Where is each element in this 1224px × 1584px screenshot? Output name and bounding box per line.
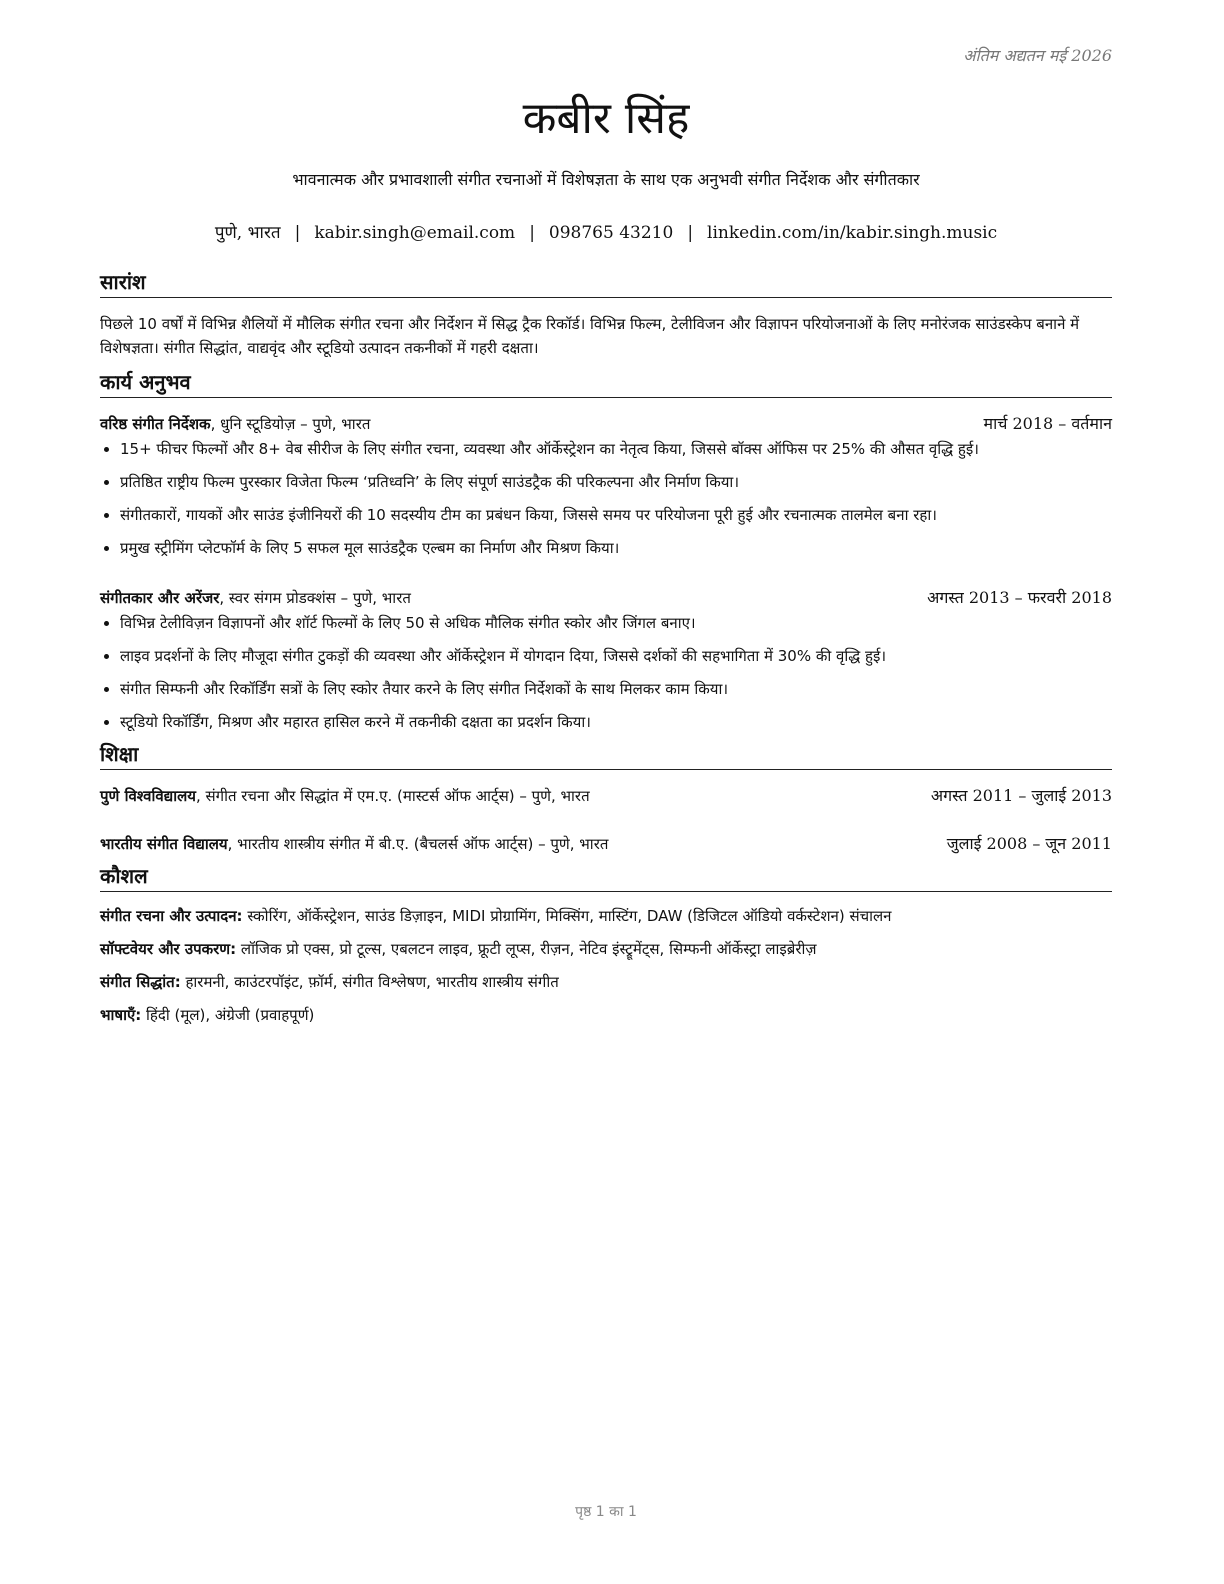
job-bullet: • 15+ फीचर फिल्मों और 8+ वेब सीरीज के लिए संगीत रचना, व्यवस्था और ऑर्केस्ट्रेशन का नेतृत्व किया, जिससे बॉक्स ऑफिस पर 25% की औसत वृद्धि हुई। bbox=[120, 438, 1112, 461]
job-bullet: • प्रमुख स्ट्रीमिंग प्लेटफॉर्म के लिए 5 सफल मूल साउंडट्रैक एल्बम का निर्माण और मिश्रण किया। bbox=[120, 537, 1112, 560]
job-header bbox=[100, 412, 1112, 434]
skill-label: संगीत रचना और उत्पादन: bbox=[100, 907, 243, 925]
skill-line bbox=[100, 966, 1112, 999]
candidate-name: कबीर सिंह bbox=[522, 93, 690, 144]
skills-list bbox=[100, 900, 1112, 1032]
job-dates: मार्च 2018 – वर्तमान bbox=[983, 414, 1112, 433]
contact-phone: 098765 43210 bbox=[548, 223, 674, 243]
contact-email[interactable]: kabir.singh@email.com bbox=[314, 223, 516, 243]
skill-line bbox=[100, 900, 1112, 933]
job-dates: अगस्त 2013 – फरवरी 2018 bbox=[927, 588, 1112, 607]
job-bullet: • स्टूडियो रिकॉर्डिंग, मिश्रण और महारत हासिल करने में तकनीकी दक्षता का प्रदर्शन किया। bbox=[120, 711, 1112, 734]
education-school: पुणे विश्वविद्यालय bbox=[100, 787, 196, 805]
contact-line bbox=[100, 220, 1112, 243]
page-number: पृष्ठ 1 का 1 bbox=[575, 1504, 637, 1520]
contact-linkedin[interactable]: linkedin.com/in/kabir.singh.music bbox=[707, 223, 998, 243]
skill-value: हिंदी (मूल), अंग्रेजी (प्रवाहपूर्ण) bbox=[141, 1006, 315, 1024]
skill-line bbox=[100, 999, 1112, 1032]
resume-page bbox=[100, 0, 1112, 1584]
resume-content bbox=[100, 268, 1112, 1032]
job-bullet: • विभिन्न टेलीविज़न विज्ञापनों और शॉर्ट फिल्मों के लिए 50 से अधिक मौलिक संगीत स्कोर और जिंगल बनाए। bbox=[120, 612, 1112, 635]
job-bullets bbox=[100, 438, 1112, 560]
contact-location: पुणे, भारत bbox=[214, 223, 281, 243]
job-organization: , स्वर संगम प्रोडक्शंस – पुणे, भारत bbox=[219, 589, 411, 607]
job-title: संगीतकार और अरेंजर bbox=[100, 589, 220, 607]
job-entry bbox=[100, 586, 1112, 734]
skill-label: संगीत सिद्धांत: bbox=[100, 973, 181, 991]
job-entry bbox=[100, 412, 1112, 560]
skill-label: सॉफ्टवेयर और उपकरण: bbox=[100, 940, 237, 958]
education-entry bbox=[100, 784, 1112, 806]
job-title: वरिष्ठ संगीत निर्देशक bbox=[100, 415, 211, 433]
section-heading-experience: कार्य अनुभव bbox=[100, 368, 1112, 398]
job-bullet: • संगीत सिम्फनी और रिकॉर्डिंग सत्रों के लिए स्कोर तैयार करने के लिए संगीत निर्देशकों के साथ मिलकर काम किया। bbox=[120, 678, 1112, 701]
contact-separator: | bbox=[687, 223, 694, 243]
education-dates: जुलाई 2008 – जून 2011 bbox=[946, 834, 1112, 853]
contact-separator: | bbox=[294, 223, 301, 243]
section-heading-summary: सारांश bbox=[100, 268, 1112, 298]
contact-separator: | bbox=[529, 223, 535, 243]
skill-value: स्कोरिंग, ऑर्केस्ट्रेशन, साउंड डिज़ाइन, MIDI प्रोग्रामिंग, मिक्सिंग, मास्टिंग, DAW (डिजिटल ऑडियो वर्कस्टेशन) संचालन bbox=[242, 907, 892, 925]
job-bullet: • संगीतकारों, गायकों और साउंड इंजीनियरों की 10 सदस्यीय टीम का प्रबंधन किया, जिससे समय पर परियोजना पूरी हुई और रचनात्मक तालमेल बना रहा। bbox=[120, 504, 1112, 527]
job-bullets bbox=[100, 612, 1112, 734]
section-heading-education: शिक्षा bbox=[100, 740, 1112, 770]
section-heading-skills: कौशल bbox=[100, 862, 1112, 892]
job-bullet: • प्रतिष्ठित राष्ट्रीय फिल्म पुरस्कार विजेता फिल्म ‘प्रतिध्वनि’ के लिए संपूर्ण साउंडट्रैक की परिकल्पना और निर्माण किया। bbox=[120, 471, 1112, 494]
job-organization: , धुनि स्टूडियोज़ – पुणे, भारत bbox=[210, 415, 371, 433]
skill-value: हारमनी, काउंटरपॉइंट, फ़ॉर्म, संगीत विश्लेषण, भारतीय शास्त्रीय संगीत bbox=[180, 973, 559, 991]
education-detail: , भारतीय शास्त्रीय संगीत में बी.ए. (बैचलर्स ऑफ आर्ट्स) – पुणे, भारत bbox=[227, 835, 609, 853]
education-entry bbox=[100, 832, 1112, 854]
education-school: भारतीय संगीत विद्यालय bbox=[100, 835, 228, 853]
job-bullet: • लाइव प्रदर्शनों के लिए मौजूदा संगीत टुकड़ों की व्यवस्था और ऑर्केस्ट्रेशन में योगदान दिया, जिससे दर्शकों की सहभागिता में 30% की वृद्धि हुई। bbox=[120, 645, 1112, 668]
summary-text: पिछले 10 वर्षों में विभिन्न शैलियों में मौलिक संगीत रचना और निर्देशन में सिद्ध ट्रैक रिकॉर्ड। विभिन्न फिल्म, टेलीविजन और विज्ञापन परियोजनाओं के लिए मनोरंजक साउंडस्केप बनाने में विशेषज्ञता। संगीत सिद्धांत, वाद्यवृंद और स्टूडियो उत्पादन तकनीकों में गहरी दक्षता। bbox=[100, 315, 1080, 357]
job-header bbox=[100, 586, 1112, 608]
tagline: भावनात्मक और प्रभावशाली संगीत रचनाओं में विशेषज्ञता के साथ एक अनुभवी संगीत निर्देशक और संगीतकार bbox=[292, 170, 920, 189]
skill-value: लॉजिक प्रो एक्स, प्रो टूल्स, एबलटन लाइव, फ्रूटी लूप्स, रीज़न, नेटिव इंस्ट्रूमेंट्स, सिम्फनी ऑर्केस्ट्रा लाइब्रेरीज़ bbox=[236, 940, 817, 958]
education-detail: , संगीत रचना और सिद्धांत में एम.ए. (मास्टर्स ऑफ आर्ट्स) – पुणे, भारत bbox=[195, 787, 590, 805]
skill-line bbox=[100, 933, 1112, 966]
education-dates: अगस्त 2011 – जुलाई 2013 bbox=[930, 786, 1112, 805]
last-updated: अंतिम अद्यतन मई 2026 bbox=[963, 46, 1112, 65]
skill-label: भाषाएँ: bbox=[100, 1006, 142, 1024]
